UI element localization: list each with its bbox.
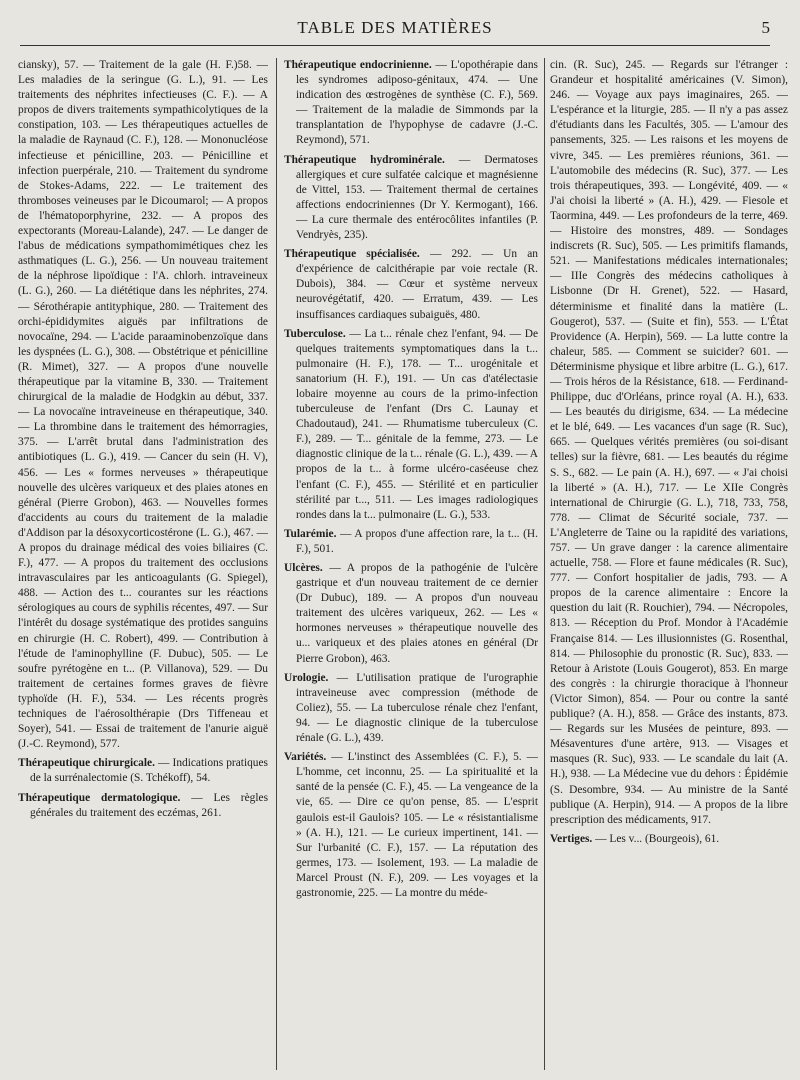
entry-heading: Thérapeutique dermatologique. (18, 791, 181, 804)
index-entry (284, 153, 538, 244)
entry-heading: Thérapeutique endocrinienne. (284, 59, 432, 71)
entry-text: — La t... rénale chez l'enfant, 94. — De quelques traitements symptomatiques dans la t... pulmonaire (H. F.), 178. — T... urogénitale et sanatorium (H. F.), 191. — Un cas d'atélectasie lobaire moyenne au cours de la primo-infection tuberculeuse de l'enfant (Drs C. Launay et Chadoutaud), 241. — Rhumatisme tuberculeux (C. F.), 289. — T... génitale de la femme, 273. — Le diagnostic clinique de la t... rénale (G. L.), 439. — A propos de la t... à forme ulcéro-caséeuse chez l'enfant (C. F.), 455. — Stérilité et en particulier stérilité par t..., 511. — Les images radiologiques rondes dans la t... pulmonaire (L. G.), 533. (296, 327, 538, 521)
page-number: 5 (761, 18, 770, 37)
entry-heading: Tuberculose. (284, 327, 346, 340)
index-entry (18, 791, 268, 821)
entry-heading: Thérapeutique chirurgicale. (18, 757, 155, 770)
entry-heading: Thérapeutique spécialisée. (284, 248, 420, 261)
entry-text: — L'opothérapie dans les syndromes adiposo-génitaux, 474. — Une indication des œstrogènes de synthèse (C. F.), 569. — Traitement de la maladie de Simmonds par la transplantation de l'hypophyse de cadavre (J.-C. Reymond), 571. (296, 59, 538, 147)
index-column-2 (284, 58, 538, 1074)
index-entry (284, 561, 538, 667)
header-rule (20, 45, 770, 46)
entry-text: — Les v... (Bourgeois), 61. (592, 832, 720, 845)
index-entry (550, 58, 788, 828)
entry-text: — Les règles générales du traitement des eczémas, 261. (30, 791, 268, 819)
entry-heading: Ulcères. (284, 562, 323, 574)
entry-text: ciansky), 57. — Traitement de la gale (H. F.)58. — Les maladies de la seringue (G. L.), 91. — Les traitements des néphrites infectieuses (C. F.). — A propos de divers traitements sympathicolytiques de la constipation, 103. — Les thérapeutiques actuelles de la maladie de Raynaud (C. F.), 128. — Mononucléose infectieuse et pénicilline, 203. — Pénicilline et infection puerpérale, 210. — Traitement du syndrome de Stokes-Adams, 222. — Le traitement des thromboses veineuses par le Dicoumarol; — A propos de l'hématoporphyrine, 232. — A propos des expectorants (Moreau-Lalande), 247. — Le danger de l'abus de médications sympathomimétiques chez les asthmatiques (L. G.), 256. — Un nouveau traitement de la néphrose lipoïdique : l'A. chlorh. intraveineux (L. G.), 260. — La diététique dans les néphrites, 274. — Sérothérapie antityphique, 280. — Traitement des orchi-épididymites aiguës par infiltrations de novocaïne, 294. — L'acide paraaminobenzoïque dans les dyspnées (L. G.), 308. — Obstétrique et pénicilline (R. Mimet), 327. — A propos d'une nouvelle thérapeutique par la vitamine B, 330. — Traitement chirurgical de la maladie de Hodgkin au début, 337. — La novocaïne intraveineuse en thérapeutique, 340. — La thrombine dans le traitement des hémorragies, 375. — L'arrêt brutal dans l'administration des antibiotiques (L. G.), 419. — Cancer du sein (H. V), 456. — Les « formes nerveuses » thérapeutique nouvelle des ulcères variqueux et des plaies atones en général (Pierre Grobon), 463. — Nouvelles formes d'accidents au cours du traitement de la maladie d'Addison par la désoxycorticostérone (L. G.), 467. — A propos du drainage médical des voies biliaires (C. F.), 477. — A propos du traitement des occlusions intravasculaires par les anticoagulants (G. Spiegel), 488. — Action des t... courantes sur les réactions sérologiques au cours de syphilis récentes, 497. — Sur l'intérêt du dosage systématique des protides sanguins en chirurgie (H. C. Robert), 499. — Contribution à l'étude de l'aminophylline (F. Dubuc), 505. — Le soufre pyrétogène en t... (P. Villanova), 529. — Du traitement de certaines formes graves de fièvre typhoïde (H. F.), 534. — Les récents progrès techniques de l'aérosolthérapie (Drs Tiffeneau et Soyer), 541. — Essai de traitement de l'anurie aiguë (J.-C. Reymond), 577. (18, 59, 268, 751)
column-divider (276, 58, 277, 1070)
column-divider (544, 58, 545, 1070)
entry-heading: Variétés. (284, 751, 327, 764)
page-title: TABLE DES MATIÈRES (297, 18, 493, 37)
entry-text: — L'utilisation pratique de l'urographie intraveineuse avec compression (méthode de Coliez), 55. — La tuberculose rénale chez l'enfant, 94. — Le diagnostic clinique de la tuberculose rénale (G. L.), 439. (296, 671, 538, 745)
index-entry (550, 832, 788, 847)
entry-text: — A propos d'une affection rare, la t... (H. F.), 501. (296, 527, 538, 555)
page-header (20, 14, 770, 46)
index-entry (284, 527, 538, 557)
index-entry (284, 750, 538, 901)
index-entry (284, 247, 538, 322)
entry-text: — Dermatoses allergiques et cure sulfatée calcique et magnésienne de Vittel, 153. — Traitement thermal de certaines affections endocriniennes (Dr Y. Kermogant), 166. — La cure thermale des entérocôlites infantiles (P. Vendryès, 235). (296, 153, 538, 242)
entry-text: — 292. — Un an d'expérience de calcithérapie par voie rectale (R. Dubois), 384. — Cœur et système nerveux neurovégétatif, 420. — Erratum, 439. — Les insuffisances cardiaques subaiguës, 480. (296, 248, 538, 321)
entry-text: cin. (R. Suc), 245. — Regards sur l'étranger : Grandeur et hospitalité américaines (V. Simon), 246. — Voyage aux pays imaginaires, 265. — L'espérance et la liturgie, 285. — Il n'y a pas assez d'étudiants dans les Facultés, 305. — L'amour des pansements, 325. — Les raisons et les moyens de vivre, 345. — Les premières réunions, 361. — L'automobile des médecins (R. Suc), 377. — Les trois thérapeutiques, 393. — Longévité, 409. — « J'ai choisi la liberté » (A. H.), 429. — Fiesole et Taormina, 449. — Les profondeurs de la terre, 469. — Histoire des monstres, 489. — Sondages indiscrets (R. Suc), 505. — Les primitifs flamands, 521. — Manifestations médicales internationales; — IIIe Congrès des médecins catholiques à Lisbonne (Dr H. Grenet), 522. — Hasard, déterminisme et finalité dans la matière (L. Gougerot), 537. — (Suite et fin), 553. — L'État Providence (A. Herpin), 569. — La lutte contre la chaleur, 585. — Comment se suicider? 601. — Déterminisme physique et libre arbitre (L. G.), 617. — Trois héros de la Résistance, 618. — Ferdinand-Philippe, duc d'Orléans, prince royal (A. H.), 633. — Les beautés du dirigisme, 634. — La médecine et le blé, 649. — Les vacances d'un sage (R. Suc), 665. — Quelques vérités premières (ou soi-disant telles) sur la fièvre, 681. — Les beautés du régime S. S., 682. — Le pain (A. H.), 697. — « J'ai choisi la liberté » (A. H.), 717. — Le XIIe Congrès international de Chirurgie (G. L.), 718, 733, 758, 778. — Climat de Sécurité sociale, 737. — L'Angleterre de Taine ou la rapidité des variations, 757. — Un grave danger : la carence alimentaire actuelle, 758. — Flore et faune médicales (R. Suc), 777. — Confort hospitalier de jadis, 793. — A propos de la carence alimentaire : Encore la question du lait (R. Rouchier), 794. — Nécropoles, 813. — Réception du Prof. Mondor à l'Académie Française 814. — Les illusionnistes (G. Rosenthal, 814. — Philosophie du pronostic (R. Suc), 833. — Retour à Aristote (Louis Gougerot), 853. En marge des congrès : la chirurgie thoracique à l'honneur (Victor Simon), 854. — Pour ou contre la santé publique? (A. H.), 858. — Grâce des instants, 873. — Regards sur les Musées de peinture, 893. — Mésaventures d'une artère, 913. — Visages et masques (R. Suc), 933. — Le scandale du lait (A. H.), 938. — La Médecine vue du dehors : Épidémie (S. Desombre, 934. — Au ministre de la Santé publique (A. Herpin), 914. — A propos de la libre prescription des médicaments, 917. (550, 59, 788, 826)
index-entry (284, 58, 538, 149)
index-entry (18, 756, 268, 786)
entry-heading: Urologie. (284, 671, 329, 684)
entry-heading: Thérapeutique hydrominérale. (284, 153, 445, 166)
entry-text: — L'instinct des Assemblées (C. F.), 5. — L'homme, cet inconnu, 25. — La spiritualité et la santé de la pensée (C. F.), 45. — La vengeance de la vie, 65. — Dire ce qu'on pense, 85. — L'esprit gaulois est-il Gaulois? 105. — Le « résistantialisme » (A. H.), 121. — Le curieux impertinent, 141. — Sur l'urbanité (C. F.), 157. — La réputation des germes, 173. — Isolement, 193. — La maladie de Marcel Proust (N. F.), 209. — Les voyages et la gastronomie, 225. — La montre du méde- (296, 751, 538, 899)
index-entry (284, 327, 538, 523)
entry-heading: Vertiges. (550, 832, 593, 845)
entry-text: — A propos de la pathogénie de l'ulcère gastrique et d'un nouveau traitement de ce dernier (Dr Dubuc), 189. — A propos d'un nouveau traitement des ulcères variqueux, 262. — Les « hormones nerveuses » thérapeutique nouvelle des u... variqueux et des plaies atones en général (Dr Pierre Grobon), 463. (296, 562, 538, 665)
entry-text: — Indications pratiques de la surrénalectomie (S. Tchékoff), 54. (30, 757, 268, 785)
index-columns (14, 58, 790, 1074)
index-column-1 (18, 58, 268, 1074)
index-entry (18, 58, 268, 752)
entry-heading: Tularémie. (284, 527, 337, 540)
index-entry (284, 671, 538, 746)
index-column-3 (550, 58, 788, 1074)
